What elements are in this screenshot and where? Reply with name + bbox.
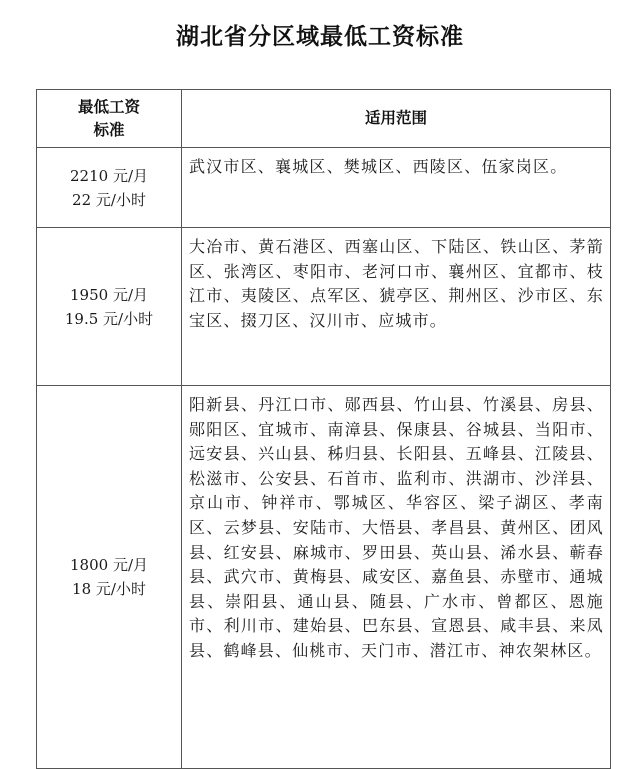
monthly-wage: 1950 元/月 bbox=[70, 285, 148, 304]
scope-cell: 大冶市、黄石港区、西塞山区、下陆区、铁山区、茅箭区、张湾区、枣阳市、老河口市、襄州区、宜都市、枝江市、夷陵区、点军区、猇亭区、荆州区、沙市区、东宝区、掇刀区、汉川市、应城市。 bbox=[182, 228, 611, 386]
table-row bbox=[37, 386, 611, 769]
scope-cell: 阳新县、丹江口市、郧西县、竹山县、竹溪县、房县、郧阳区、宜城市、南漳县、保康县、谷城县、当阳市、远安县、兴山县、秭归县、长阳县、五峰县、江陵县、松滋市、公安县、石首市、监利市、洪湖市、沙洋县、京山市、钟祥市、鄂城区、华容区、梁子湖区、孝南区、云梦县、安陆市、大悟县、孝昌县、黄州区、团风县、红安县、麻城市、罗田县、英山县、浠水县、蕲春县、武穴市、黄梅县、咸安区、嘉鱼县、赤壁市、通城县、崇阳县、通山县、随县、广水市、曾都区、恩施市、利川市、建始县、巴东县、宣恩县、咸丰县、来凤县、鹤峰县、仙桃市、天门市、潜江市、神农架林区。 bbox=[182, 386, 611, 769]
hourly-wage: 22 元/小时 bbox=[72, 190, 146, 209]
monthly-wage: 1800 元/月 bbox=[70, 556, 148, 574]
wage-cell bbox=[37, 228, 182, 386]
header-wage-line2: 标准 bbox=[93, 120, 125, 139]
page-title: 湖北省分区域最低工资标准 bbox=[176, 24, 464, 50]
header-scope: 适用范围 bbox=[182, 90, 611, 148]
scope-cell: 武汉市区、襄城区、樊城区、西陵区、伍家岗区。 bbox=[182, 148, 611, 228]
hourly-wage: 19.5 元/小时 bbox=[64, 309, 154, 328]
monthly-wage: 2210 元/月 bbox=[70, 166, 148, 185]
wage-cell bbox=[37, 386, 182, 769]
header-wage-standard bbox=[37, 90, 182, 148]
minimum-wage-table bbox=[36, 89, 611, 769]
table-row bbox=[37, 228, 611, 386]
table-header-row bbox=[37, 90, 611, 148]
wage-cell bbox=[37, 148, 182, 228]
table-row bbox=[37, 148, 611, 228]
header-wage-line1: 最低工资 bbox=[77, 97, 140, 116]
hourly-wage: 18 元/小时 bbox=[72, 580, 146, 598]
